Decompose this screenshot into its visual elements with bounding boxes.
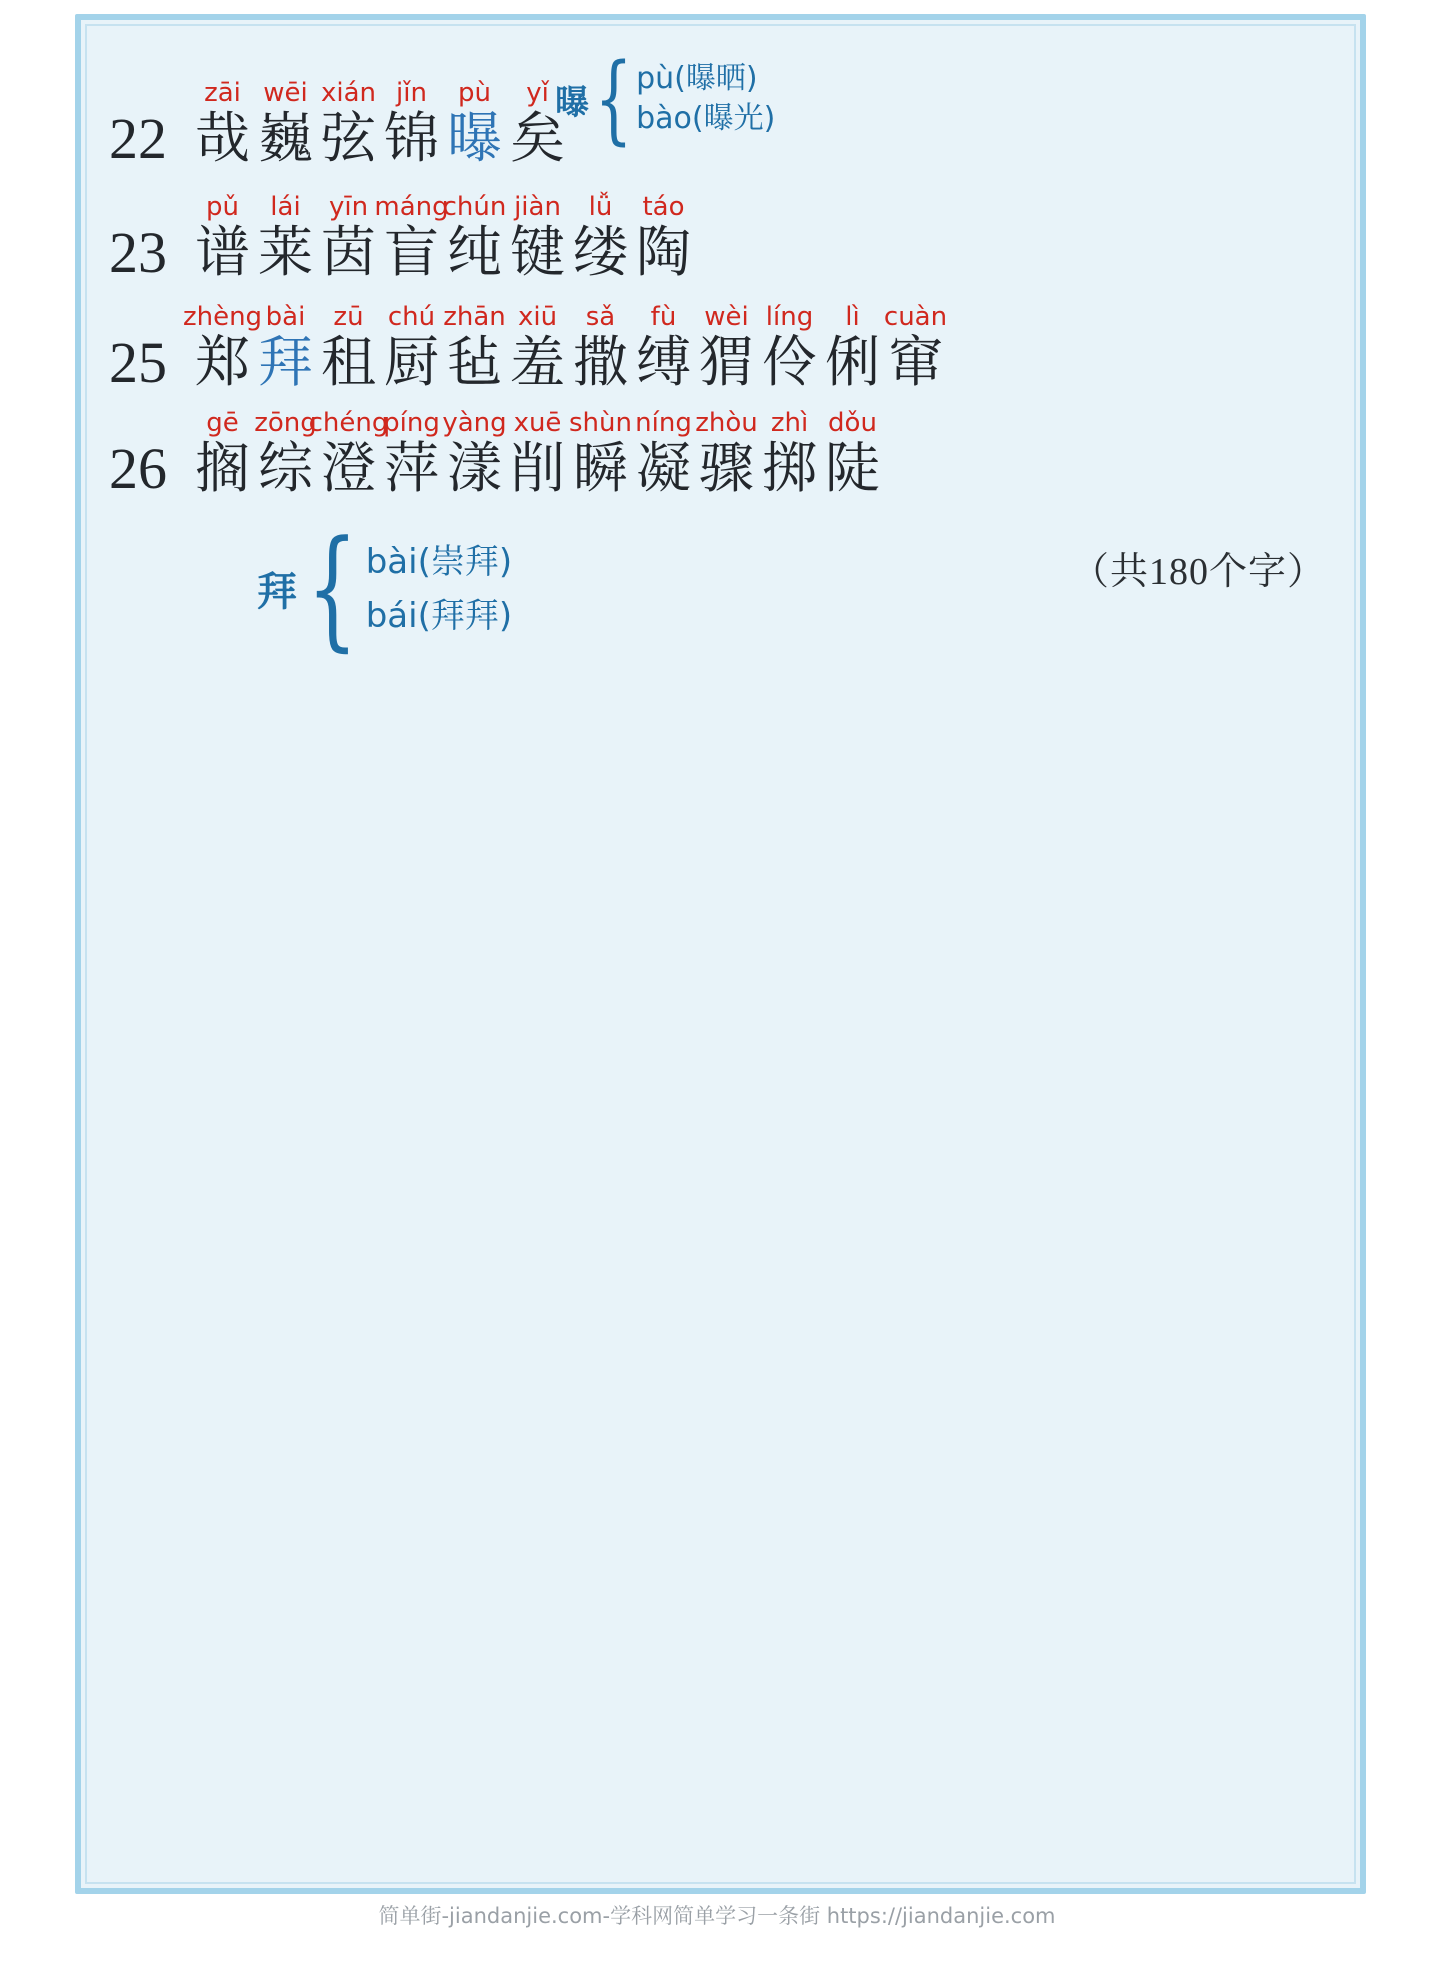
char-cell <box>443 192 506 282</box>
hanzi-char: 综 <box>257 436 313 500</box>
pinyin-label: zhòu <box>695 408 758 438</box>
pinyin-label: pù <box>458 78 491 108</box>
pinyin-label: zōng <box>254 408 317 438</box>
pinyin-label: shùn <box>569 408 632 438</box>
hanzi-char: 萍 <box>383 436 439 500</box>
hanzi-char: 拜 <box>257 330 313 394</box>
pinyin-label: gē <box>206 408 239 438</box>
hanzi-char: 谱 <box>194 220 250 284</box>
hanzi-char: 陡 <box>824 436 880 500</box>
hanzi-char: 缕 <box>572 220 628 284</box>
char-cell <box>821 302 884 392</box>
pinyin-label: zāi <box>204 78 241 108</box>
row-number: 26 <box>109 436 167 501</box>
hanzi-char: 纯 <box>446 220 502 284</box>
char-cell <box>191 192 254 282</box>
row-number: 23 <box>109 220 167 285</box>
char-cell <box>443 78 506 168</box>
hanzi-char: 厨 <box>383 330 439 394</box>
annotation-base-char: 拜 <box>257 568 297 615</box>
hanzi-char: 猬 <box>698 330 754 394</box>
char-cell <box>632 408 695 498</box>
char-cell <box>182 302 263 394</box>
char-cell <box>254 192 317 282</box>
row-number: 22 <box>109 106 167 171</box>
pinyin-label: máng <box>374 192 449 222</box>
char-cell <box>443 408 506 498</box>
total-count-note: （共180个字） <box>1070 551 1326 593</box>
hanzi-char: 矣 <box>509 106 565 170</box>
char-cell <box>695 302 758 392</box>
hanzi-char: 锦 <box>383 106 439 170</box>
char-cell <box>191 78 254 168</box>
char-cell <box>506 192 569 282</box>
annotation-pu-bao <box>555 43 776 155</box>
pinyin-label: píng <box>383 408 440 438</box>
hanzi-char: 弦 <box>320 106 376 170</box>
char-cell <box>443 302 506 392</box>
char-cell <box>569 302 632 392</box>
hanzi-char: 掷 <box>761 436 817 500</box>
char-cell <box>380 302 443 392</box>
vocab-row <box>87 302 948 395</box>
hanzi-char: 莱 <box>257 220 313 284</box>
pinyin-label: líng <box>765 302 814 332</box>
pinyin-label: chún <box>442 192 507 222</box>
hanzi-char: 茵 <box>320 220 376 284</box>
annotation-options <box>636 59 775 139</box>
annotation-base-char: 曝 <box>555 82 589 123</box>
annotation-option: bài(崇拜) <box>365 541 513 582</box>
hanzi-char: 羞 <box>509 330 565 394</box>
pinyin-label: pǔ <box>206 192 239 222</box>
char-cell <box>374 192 449 284</box>
hanzi-char: 郑 <box>194 330 250 394</box>
annotation-options <box>366 535 512 643</box>
pinyin-label: yǐ <box>526 78 549 108</box>
hanzi-char: 陶 <box>635 220 691 284</box>
pinyin-label: zhān <box>443 302 506 332</box>
vocab-row <box>87 192 695 285</box>
pinyin-label: táo <box>642 192 685 222</box>
char-cell <box>254 408 317 498</box>
char-cell <box>308 408 389 500</box>
char-cell <box>506 302 569 392</box>
pinyin-label: xián <box>320 78 377 108</box>
annotation-option: bái(拜拜) <box>365 595 513 636</box>
pinyin-label: lì <box>845 302 860 332</box>
vocab-row <box>87 408 884 501</box>
pinyin-label: sǎ <box>585 302 616 332</box>
pinyin-label: lái <box>270 192 301 222</box>
char-cell <box>569 408 632 498</box>
hanzi-char: 骤 <box>698 436 754 500</box>
char-cell <box>317 302 380 392</box>
hanzi-char: 毡 <box>446 330 502 394</box>
brace-icon: { <box>306 512 359 664</box>
annotation-bai <box>257 512 513 664</box>
char-cell <box>317 78 380 168</box>
worksheet-page <box>75 14 1366 1894</box>
footer-watermark: 简单街-jiandanjie.com-学科网简单学习一条街 https://jiandanjie.com <box>378 1904 1056 1928</box>
row-number: 25 <box>109 330 167 395</box>
pinyin-label: chéng <box>308 408 389 438</box>
hanzi-char: 凝 <box>635 436 691 500</box>
pinyin-label: jǐn <box>396 78 427 108</box>
hanzi-char: 哉 <box>194 106 250 170</box>
pinyin-label: níng <box>635 408 692 438</box>
pinyin-label: zhì <box>770 408 809 438</box>
hanzi-char: 巍 <box>257 106 313 170</box>
pinyin-label: bài <box>265 302 306 332</box>
char-cell <box>506 408 569 498</box>
pinyin-label: fù <box>650 302 677 332</box>
hanzi-char: 撒 <box>572 330 628 394</box>
char-cell <box>632 192 695 282</box>
char-cell <box>632 302 695 392</box>
pinyin-label: wēi <box>263 78 308 108</box>
pinyin-label: chú <box>387 302 436 332</box>
char-cell <box>380 408 443 498</box>
char-cell <box>191 408 254 498</box>
pinyin-label: lǚ <box>588 192 613 222</box>
char-cell <box>380 78 443 168</box>
char-cell <box>884 302 947 392</box>
pinyin-label: cuàn <box>883 302 948 332</box>
hanzi-char: 瞬 <box>572 436 628 500</box>
pinyin-label: yīn <box>328 192 369 222</box>
char-cell <box>254 302 317 392</box>
pinyin-label: dǒu <box>828 408 877 438</box>
pinyin-label: xuē <box>513 408 562 438</box>
hanzi-char: 澄 <box>320 436 376 500</box>
hanzi-char: 窜 <box>887 330 943 394</box>
char-cell <box>569 192 632 282</box>
char-cell <box>758 408 821 498</box>
pinyin-label: jiàn <box>514 192 561 222</box>
brace-icon: { <box>594 43 633 155</box>
hanzi-char: 租 <box>320 330 376 394</box>
hanzi-char: 盲 <box>383 220 439 284</box>
hanzi-char: 曝 <box>446 106 502 170</box>
vocab-row <box>87 78 569 171</box>
hanzi-char: 搁 <box>194 436 250 500</box>
hanzi-char: 缚 <box>635 330 691 394</box>
pinyin-label: zhèng <box>182 302 263 332</box>
hanzi-char: 伶 <box>761 330 817 394</box>
annotation-option: bào(曝光) <box>636 101 776 137</box>
pinyin-label: wèi <box>704 302 749 332</box>
hanzi-char: 削 <box>509 436 565 500</box>
char-cell <box>317 192 380 282</box>
hanzi-char: 俐 <box>824 330 880 394</box>
pinyin-label: zū <box>333 302 364 332</box>
hanzi-char: 键 <box>509 220 565 284</box>
pinyin-label: yàng <box>442 408 507 438</box>
char-cell <box>254 78 317 168</box>
char-cell <box>758 302 821 392</box>
annotation-option: pù(曝晒) <box>636 61 758 97</box>
hanzi-char: 漾 <box>446 436 502 500</box>
worksheet-page-inner <box>85 24 1356 1884</box>
pinyin-label: xiū <box>517 302 558 332</box>
char-cell <box>821 408 884 498</box>
char-cell <box>695 408 758 498</box>
